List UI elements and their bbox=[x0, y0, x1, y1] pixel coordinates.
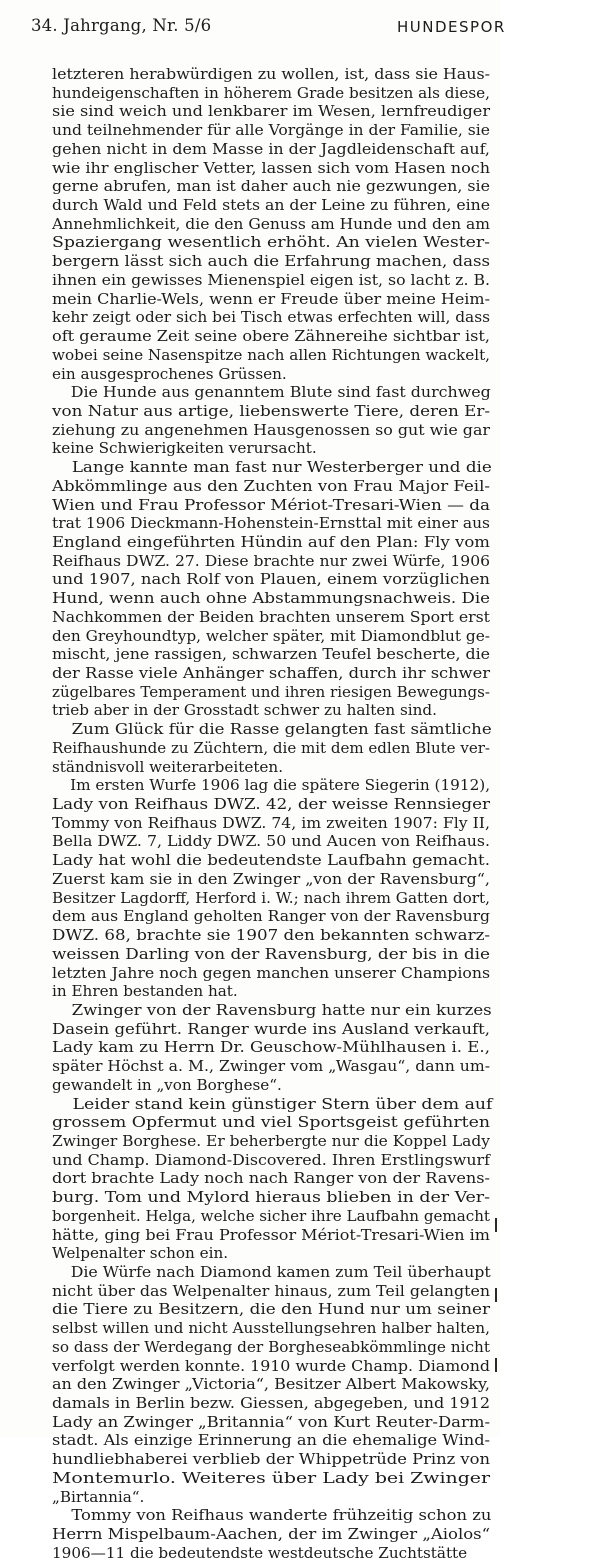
text-line: Lady hat wohl die bedeutendste Laufbahn gemacht. bbox=[52, 851, 490, 870]
text-line: Reifhaushunde zu Züchtern, die mit dem edlen Blute ver- bbox=[52, 738, 490, 757]
text-line: 1906—11 die bedeutendste westdeutsche Zuchtstätte bbox=[52, 1543, 468, 1562]
text-line: trieb aber in der Grosstadt schwer zu halten sind. bbox=[52, 701, 437, 720]
text-line: Lady von Reifhaus DWZ. 42, der weisse Rennsieger bbox=[52, 795, 490, 814]
text-line: Lady an Zwinger „Britannia“ von Kurt Reuter-Darm- bbox=[52, 1412, 491, 1431]
text-line: der Rasse viele Anhänger schaffen, durch ihr schwer bbox=[52, 664, 491, 682]
text-line: kehr zeigt oder sich bei Tisch etwas erfechten will, dass bbox=[52, 308, 491, 327]
paragraph-first-line: Leider stand kein günstiger Stern über dem auf bbox=[72, 1094, 493, 1113]
text-line: dem aus England geholten Ranger von der Ravensburg bbox=[52, 907, 491, 926]
text-line: die Tiere zu Besitzern, die den Hund nur um seiner bbox=[52, 1300, 490, 1319]
text-line: Besitzer Lagdorff, Herford i. W.; nach ihrem Gatten dort, bbox=[52, 888, 490, 907]
text-line: verfolgt werden konnte. 1910 wurde Champ. Diamond bbox=[52, 1356, 491, 1375]
text-line: keine Schwierigkeiten verursacht. bbox=[52, 439, 317, 458]
paragraph-first-line: Im ersten Wurfe 1906 lag die spätere Siegerin (1912), bbox=[70, 776, 491, 795]
text-line: Welpenalter schon ein. bbox=[52, 1244, 229, 1263]
text-line: Annehmlichkeit, die den Genuss am Hunde und den am bbox=[52, 214, 491, 233]
text-line: Abkömmlinge aus den Zuchten von Frau Major Feil- bbox=[52, 476, 490, 495]
adjacent-column-edge bbox=[494, 1218, 500, 1428]
text-line: dort brachte Lady noch nach Ranger von der Ravens- bbox=[52, 1169, 490, 1188]
text-line: in Ehren bestanden hat. bbox=[52, 982, 238, 1001]
text-line: Montemurlo. Weiteres über Lady bei Zwinger bbox=[52, 1468, 491, 1487]
text-line: Tommy von Reifhaus DWZ. 74, im zweiten 1907: Fly II, bbox=[52, 813, 490, 832]
text-line: Reifhaus DWZ. 27. Diese brachte nur zwei Würfe, 1906 bbox=[52, 551, 491, 570]
text-line: gehen nicht in dem Masse in der Jagdleidenschaft auf, bbox=[52, 139, 490, 158]
text-line: später Höchst a. M., Zwinger vom „Wasgau“, dann um- bbox=[52, 1057, 491, 1076]
publication-title: HUNDESPOR bbox=[397, 18, 506, 36]
paragraph-first-line: Die Würfe nach Diamond kamen zum Teil überhaupt bbox=[70, 1263, 491, 1281]
text-line: England eingeführten Hündin auf den Plan: Fly vom bbox=[52, 532, 490, 551]
paragraph-first-line: Die Hunde aus genanntem Blute sind fast durchweg bbox=[70, 383, 491, 402]
issue-number: 34. Jahrgang, Nr. 5/6 bbox=[31, 16, 212, 35]
text-line: Bella DWZ. 7, Liddy DWZ. 50 und Aucen von Reifhaus. bbox=[52, 832, 490, 851]
text-line: burg. Tom und Mylord hieraus blieben in der Ver- bbox=[52, 1188, 490, 1207]
text-line: Zuerst kam sie in den Zwinger „von der Ravensburg“, bbox=[52, 869, 491, 888]
text-line: oft geraume Zeit seine obere Zähnereihe sichtbar ist, bbox=[52, 327, 491, 346]
text-line: durch Wald und Feld stets an der Leine zu führen, eine bbox=[52, 196, 491, 215]
text-line: Zwinger Borghese. Er beherbergte nur die Koppel Lady bbox=[52, 1131, 490, 1150]
text-line: und Champ. Diamond-Discovered. Ihren Erstlingswurf bbox=[52, 1150, 490, 1169]
text-line: Wien und Frau Professor Mériot-Tresari-Wien — da bbox=[52, 495, 490, 514]
text-line: letzteren herabwürdigen zu wollen, ist, dass sie Haus- bbox=[52, 65, 491, 83]
text-line: hundliebhaberei verblieb der Whippetrüde Prinz von bbox=[52, 1450, 490, 1469]
text-line: DWZ. 68, brachte sie 1907 den bekannten schwarz- bbox=[52, 926, 491, 945]
text-line: Herrn Mispelbaum-Aachen, der im Zwinger „Aiolos“ bbox=[52, 1525, 490, 1544]
text-line: Hund, wenn auch ohne Abstammungsnachweis. Die bbox=[52, 589, 490, 608]
text-line: so dass der Werdegang der Borgheseabkömmlinge nicht bbox=[52, 1337, 491, 1356]
text-line: selbst willen und nicht Ausstellungsehren halber halten, bbox=[52, 1319, 491, 1338]
text-line: hätte, ging bei Frau Professor Mériot-Tresari-Wien im bbox=[52, 1225, 490, 1244]
text-line: hundeigenschaften in höherem Grade besitzen als diese, bbox=[52, 83, 491, 102]
text-line: Nachkommen der Beiden brachten unserem Sport erst bbox=[52, 607, 490, 626]
text-line: gerne abrufen, man ist daher auch nie gezwungen, sie bbox=[52, 177, 491, 196]
text-line: Spaziergang wesentlich erhöht. An vielen Wester- bbox=[52, 233, 491, 252]
margin-mark bbox=[495, 1358, 497, 1372]
text-line: ein ausgesprochenes Grüssen. bbox=[52, 364, 287, 383]
margin-mark bbox=[495, 1218, 497, 1232]
text-line: und 1907, nach Rolf von Plauen, einem vorzüglichen bbox=[52, 570, 490, 589]
paragraph-first-line: Zum Glück für die Rasse gelangten fast sämtliche bbox=[71, 720, 492, 739]
text-line: „Birtannia“. bbox=[52, 1487, 145, 1506]
text-line: an den Zwinger „Victoria“, Besitzer Albert Makowsky, bbox=[52, 1375, 491, 1394]
text-line: borgenheit. Helga, welche sicher ihre Laufbahn gemacht bbox=[52, 1206, 491, 1225]
paragraph-first-line: Lange kannte man fast nur Westerberger und die bbox=[71, 458, 492, 477]
text-line: sie sind weich und lenkbarer im Wesen, lernfreudiger bbox=[52, 102, 490, 121]
text-line: gewandelt in „von Borghese“. bbox=[52, 1075, 282, 1094]
text-line: weissen Darling von der Ravensburg, der bis in die bbox=[52, 944, 491, 963]
text-line: damals in Berlin bezw. Giessen, abgegeben, und 1912 bbox=[52, 1394, 491, 1413]
text-line: letzten Jahre noch gegen manchen unserer Champions bbox=[52, 963, 491, 982]
text-line: wobei seine Nasenspitze nach allen Richtungen wackelt, bbox=[52, 345, 491, 364]
text-line: wie ihr englischer Vetter, lassen sich vom Hasen noch bbox=[52, 158, 491, 177]
text-line: von Natur aus artige, liebenswerte Tiere, deren Er- bbox=[52, 401, 491, 420]
paragraph-first-line: Tommy von Reifhaus wanderte frühzeitig schon zu bbox=[71, 1506, 492, 1525]
text-line: bergern lässt sich auch die Erfahrung machen, dass bbox=[52, 252, 491, 271]
margin-mark bbox=[495, 1288, 497, 1302]
paragraph-first-line: Zwinger von der Ravensburg hatte nur ein kurzes bbox=[71, 1000, 492, 1019]
text-line: nicht über das Welpenalter hinaus, zum Teil gelangten bbox=[52, 1281, 491, 1300]
text-line: mein Charlie-Wels, wenn er Freude über meine Heim- bbox=[52, 289, 490, 308]
text-line: ziehung zu angenehmen Hausgenossen so gut wie gar bbox=[52, 420, 491, 439]
text-line: ständnisvoll weiterarbeiteten. bbox=[52, 757, 284, 776]
text-line: ihnen ein gewisses Mienenspiel eigen ist, so lacht z. B. bbox=[52, 270, 491, 289]
text-line: grossem Opfermut und viel Sportsgeist geführten bbox=[52, 1113, 490, 1132]
text-line: mischt, jene rassigen, schwarzen Teufel bescherte, die bbox=[52, 645, 490, 664]
text-line: Lady kam zu Herrn Dr. Geuschow-Mühlhausen i. E., bbox=[52, 1038, 490, 1057]
text-line: den Greyhoundtyp, welcher später, mit Diamondblut ge- bbox=[52, 626, 491, 645]
page-header bbox=[31, 14, 506, 42]
text-line: stadt. Als einzige Erinnerung an die ehemalige Wind- bbox=[52, 1431, 491, 1450]
text-line: Dasein geführt. Ranger wurde ins Ausland verkauft, bbox=[52, 1019, 490, 1038]
text-line: und teilnehmender für alle Vorgänge in der Familie, sie bbox=[52, 121, 490, 140]
text-line: zügelbares Temperament und ihren riesigen Bewegungs- bbox=[52, 682, 490, 701]
article-column bbox=[52, 65, 493, 1562]
text-line: trat 1906 Dieckmann-Hohenstein-Ernsttal mit einer aus bbox=[52, 514, 490, 533]
